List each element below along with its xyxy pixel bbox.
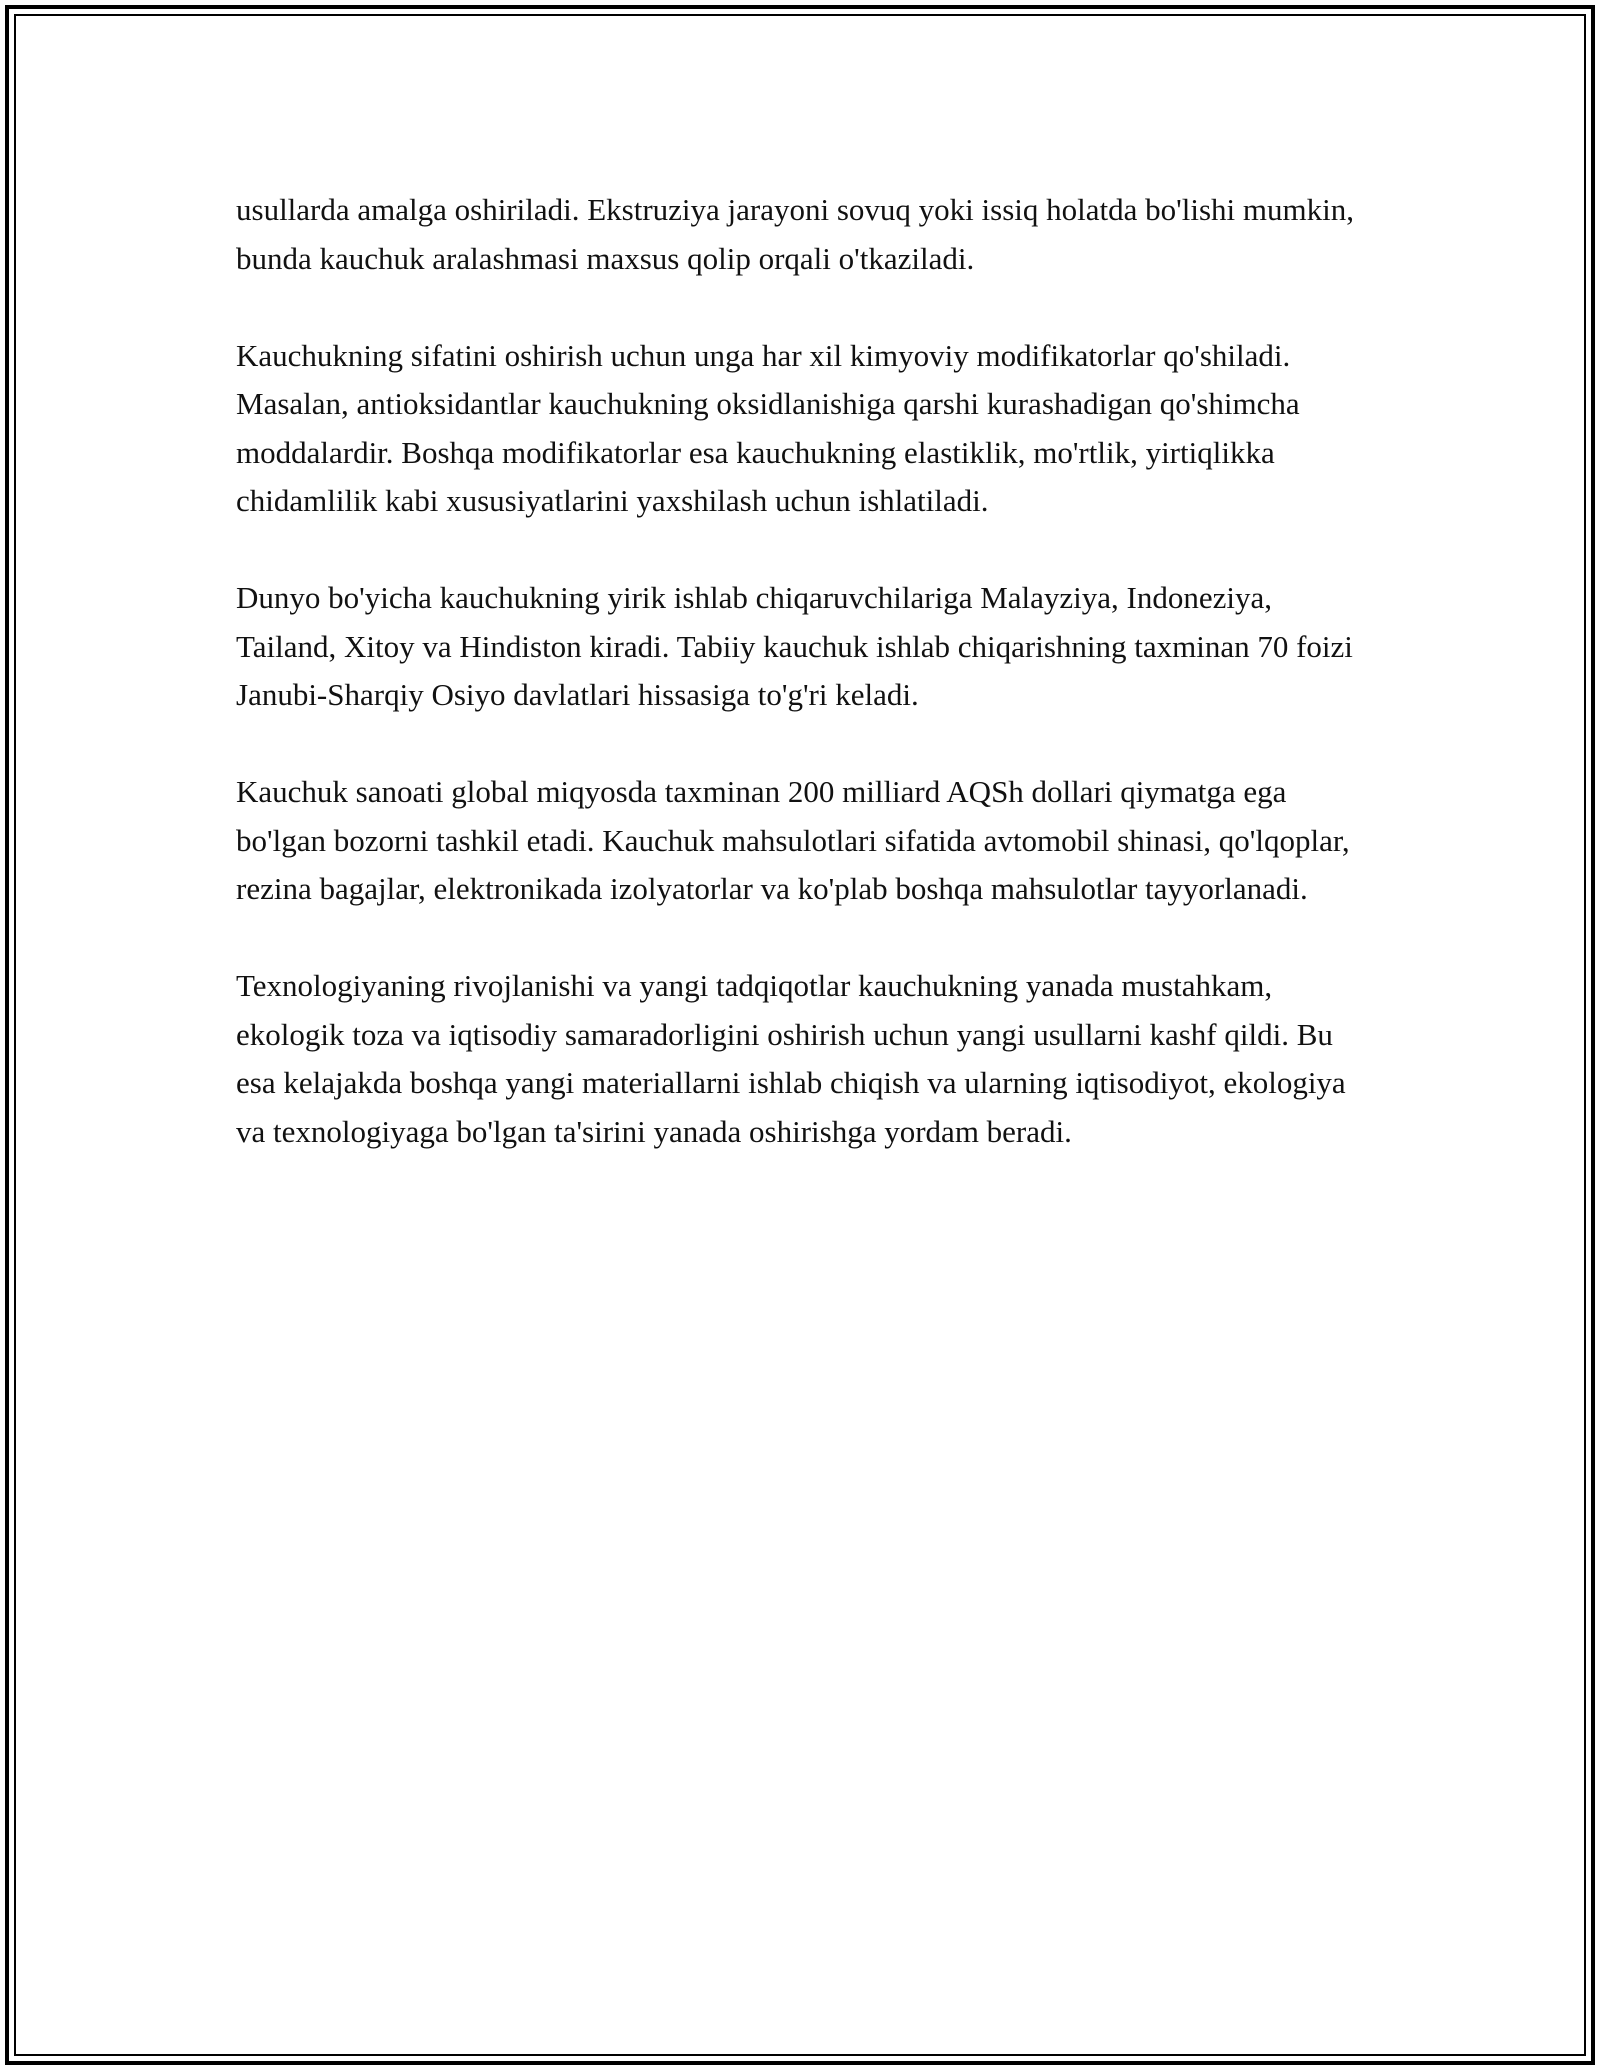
paragraph-modifiers: Kauchukning sifatini oshirish uchun unga har xil kimyoviy modifikatorlar qo'shiladi. Masalan, antioksidantlar kauchukning oksidlanishiga qarshi kurashadigan qo'shimcha moddalardir. Boshqa modifikatorlar esa kauchukning elastiklik, mo'rtlik, yirtiqlikka chidamlilik kabi xususiyatlarini yaxshilash uchun ishlatiladi.: [236, 337, 1300, 518]
paragraph-extrusion: usullarda amalga oshiriladi. Ekstruziya jarayoni sovuq yoki issiq holatda bo'lishi mumkin, bunda kauchuk aralashmasi maxsus qolip orqali o'tkaziladi.: [236, 192, 1354, 276]
paragraph-market: Kauchuk sanoati global miqyosda taxminan 200 milliard AQSh dollari qiymatga ega bo'lgan bozorni tashkil etadi. Kauchuk mahsulotlari sifatida avtomobil shinasi, qo'lqoplar, rezina bagajlar, elektronikada izolyatorlar va ko'plab boshqa mahsulotlar tayyorlanadi.: [236, 774, 1350, 906]
paragraph-technology: Texnologiyaning rivojlanishi va yangi tadqiqotlar kauchukning yanada mustahkam, ekologik toza va iqtisodiy samaradorligini oshirish uchun yangi usullarni kashf qildi. Bu esa kelajakda boshqa yangi materiallarni ishlab chiqish va ularning iqtisodiyot, ekologiya va texnologiyaga bo'lgan ta'sirini yanada oshirishga yordam beradi.: [236, 968, 1346, 1149]
document-body: [236, 186, 1376, 1205]
paragraph-producers: Dunyo bo'yicha kauchukning yirik ishlab chiqaruvchilariga Malayziya, Indoneziya, Tailand, Xitoy va Hindiston kiradi. Tabiiy kauchuk ishlab chiqarishning taxminan 70 foizi Janubi-Sharqiy Osiyo davlatlari hissasiga to'g'ri keladi.: [236, 580, 1353, 712]
